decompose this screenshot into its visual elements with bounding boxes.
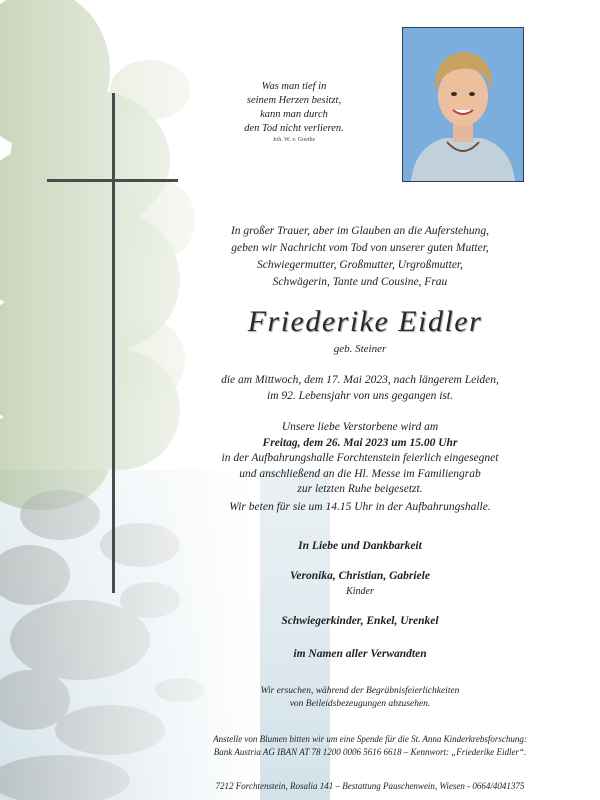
quote-line: den Tod nicht verlieren. [244, 123, 344, 134]
portrait-photo [402, 27, 524, 182]
funeral-date: Freitag, dem 26. Mai 2023 um 15.00 Uhr [262, 436, 458, 449]
donation-notice [170, 733, 570, 759]
death-line: die am Mittwoch, dem 17. Mai 2023, nach längerem Leiden, [221, 374, 499, 386]
cross-horizontal-beam [47, 179, 178, 182]
intro-line: Schwiegermutter, Großmutter, Urgroßmutter, [256, 259, 464, 271]
funeral-info [180, 420, 540, 498]
intro-text [180, 223, 540, 291]
quote-line: seinem Herzen besitzt, [246, 95, 342, 106]
maiden-name: geb. Steiner [333, 343, 387, 355]
quote-line: Was man tief in [261, 81, 327, 92]
request-line: Wir ersuchen, während der Begräbnisfeierlichkeiten [260, 686, 460, 696]
memorial-quote [228, 80, 360, 145]
condolence-request [180, 685, 540, 711]
donation-line: Bank Austria AG IBAN AT 78 1200 0006 5616 6618 – Kennwort: „Friederike Eidler“. [213, 747, 527, 757]
intro-line: geben wir Nachricht vom Tod von unserer guten Mutter, [231, 242, 489, 254]
donation-line: Anstelle von Blumen bitten wir um eine Spende für die St. Anna Kinderkrebsforschung: [213, 734, 527, 744]
cross-vertical-beam [112, 93, 115, 593]
funeral-line: zur letzten Ruhe beigesetzt. [297, 483, 423, 495]
intro-line: In großer Trauer, aber im Glauben an die Auferstehung, [230, 225, 490, 237]
funeral-home-footer: 7212 Forchtenstein, Rosalia 141 – Bestattung Pauschenwein, Wiesen - 0664/4041375 [215, 781, 525, 791]
death-line: im 92. Lebensjahr von uns gegangen ist. [267, 389, 453, 402]
children-label: Kinder [346, 586, 374, 597]
request-line: von Beileidsbezeugungen abzusehen. [289, 699, 431, 709]
deceased-name: Friederike Eidler [247, 305, 483, 338]
all-relatives-line: im Namen aller Verwandten [293, 648, 427, 660]
quote-line: kann man durch [260, 109, 328, 120]
children-names: Veronika, Christian, Gabriele [290, 570, 430, 582]
funeral-line: und anschließend an die Hl. Messe im Familiengrab [239, 467, 481, 480]
closing-phrase: In Liebe und Dankbarkeit [298, 540, 422, 552]
prayer-notice: Wir beten für sie um 14.15 Uhr in der Aufbahrungshalle. [229, 501, 491, 513]
relatives-line: Schwiegerkinder, Enkel, Urenkel [281, 615, 439, 627]
death-notice [180, 373, 540, 404]
funeral-line: in der Aufbahrungshalle Forchtenstein feierlich eingesegnet [221, 452, 499, 464]
funeral-intro: Unsere liebe Verstorbene wird am [281, 421, 439, 433]
quote-author: Joh. W. v. Goethe [272, 137, 316, 143]
intro-line: Schwägerin, Tante und Cousine, Frau [272, 276, 448, 288]
